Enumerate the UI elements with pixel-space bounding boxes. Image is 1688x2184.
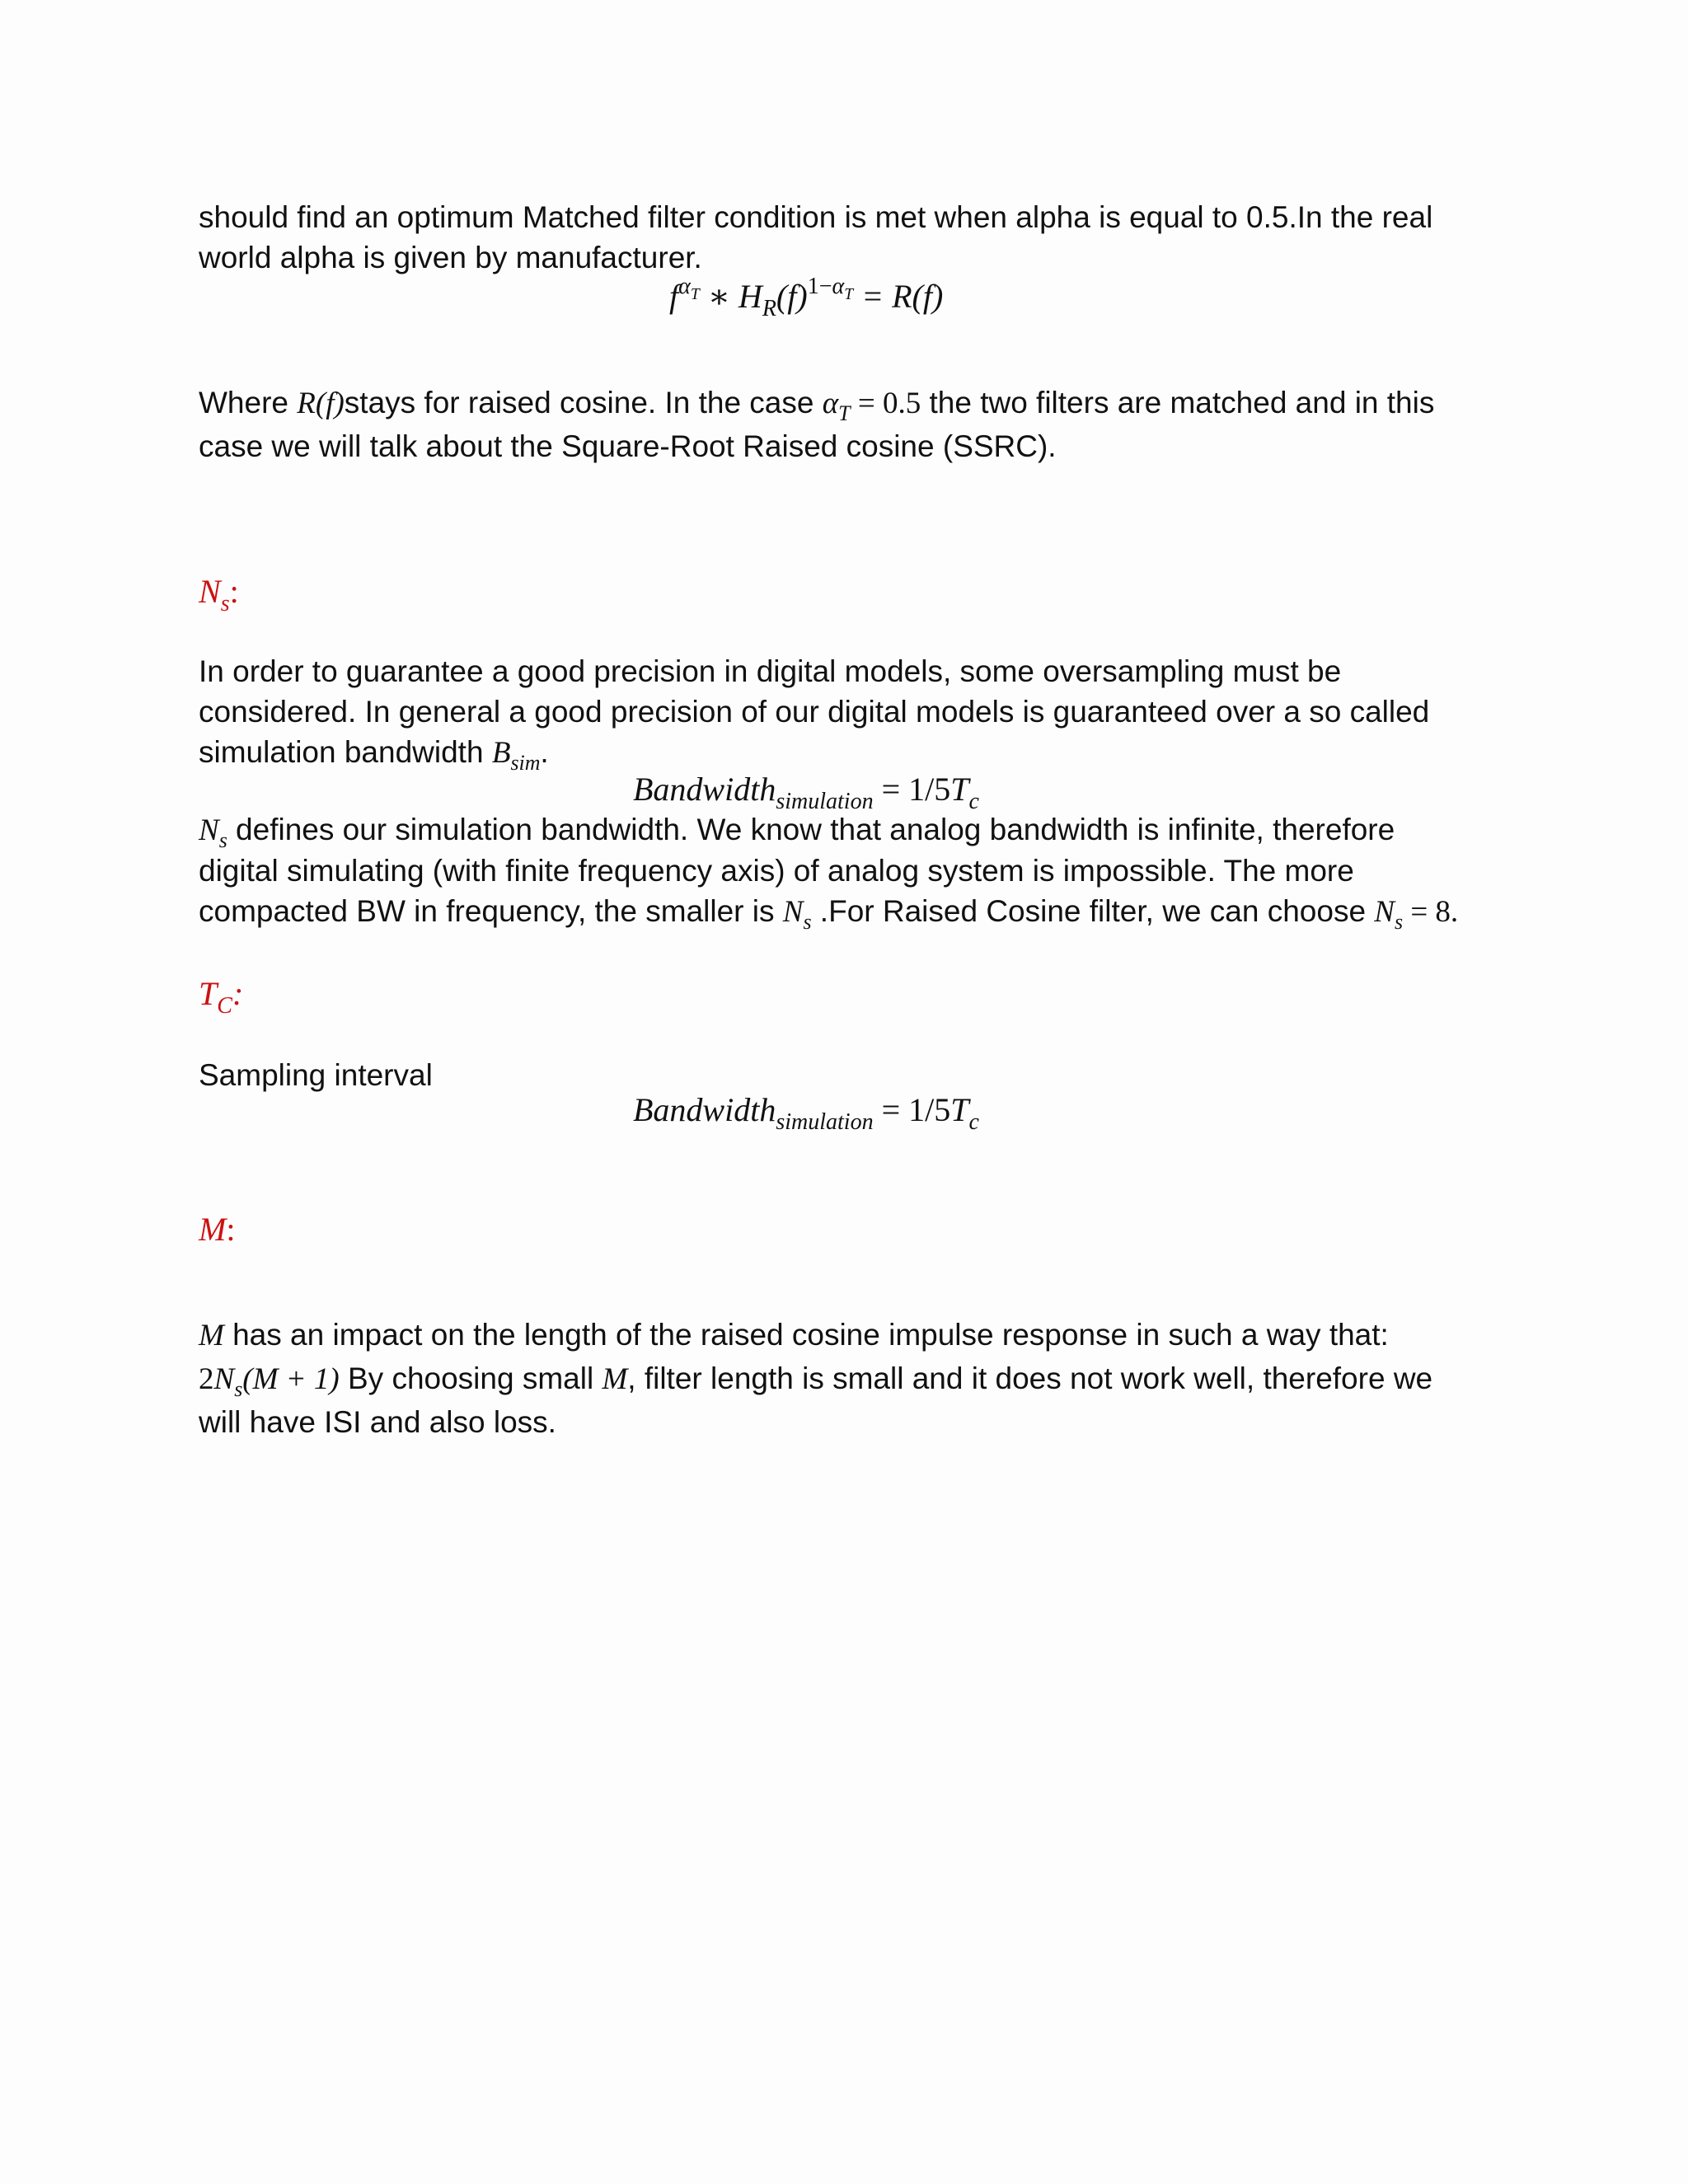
ns2-line-1 (199, 809, 1501, 851)
where-line-1 (199, 382, 1501, 425)
where-line-2: case we will talk about the Square-Root Raised cosine (SSRC). (199, 429, 1057, 463)
ns-B-sub: sim (510, 751, 541, 776)
ns2-line-3 (199, 891, 1501, 935)
ns2-N2: N (782, 895, 804, 929)
matched-filter-equation (669, 274, 944, 321)
bw1-T-sub: c (968, 788, 979, 814)
ns2-line-2: digital simulating (with finite frequency axis) of analog system is impossible. The more (199, 854, 1354, 888)
eq1-alpha: α (678, 274, 691, 300)
ns2-line-1-text: defines our simulation bandwidth. We know that analog bandwidth is infinite, therefore (227, 813, 1395, 846)
where-alpha: α (822, 387, 839, 420)
heading-m (199, 1210, 235, 1249)
ns-line-3-text: simulation bandwidth (199, 735, 492, 769)
bw1-rhs: = 1/5 (873, 771, 951, 808)
m-line-2-a: By choosing small (339, 1361, 603, 1395)
bw1-T: T (950, 771, 969, 808)
m-N: N (213, 1362, 235, 1396)
ns2-N2-sub: s (803, 910, 812, 935)
eq1-alpha-sub: T (690, 286, 700, 304)
eq1-exp-one: 1− (807, 274, 832, 300)
intro-line-2: world alpha is given by manufacturer. (199, 241, 702, 274)
ns2-line-3-c: = 8. (1403, 895, 1459, 929)
bw1-main: Bandwidth (633, 771, 776, 808)
m-M2: M (602, 1362, 628, 1396)
bw2-T-sub: c (968, 1108, 979, 1135)
m-line-2-b: , filter length is small and it does not work well, therefore we (627, 1361, 1433, 1395)
m-line-2 (199, 1357, 1501, 1401)
ns2-N-sub: s (218, 828, 227, 853)
eq1-exp-alpha-sub: T (844, 286, 854, 304)
ns2-N3: N (1374, 895, 1395, 929)
eq1-f: f (669, 278, 679, 315)
m-paragraph (199, 1314, 1501, 1444)
where-text-c: the two filters are matched and in this (921, 386, 1435, 419)
ns-line-3 (199, 732, 1501, 776)
m-N-sub: s (234, 1377, 243, 1402)
m-two: 2 (199, 1362, 214, 1396)
eq1-paren-f: (f) (776, 278, 808, 315)
bw2-T: T (950, 1091, 969, 1128)
eq1-H-sub: R (762, 295, 776, 321)
bandwidth-equation-1 (633, 770, 979, 814)
ns2-line-3-b: .For Raised Cosine filter, we can choose (811, 894, 1375, 928)
where-text-b: stays for raised cosine. In the case (344, 386, 823, 419)
ns-paragraph (199, 651, 1501, 776)
tc-line-1: Sampling interval (199, 1058, 433, 1092)
where-text-a: Where (199, 386, 298, 419)
eq1-star: ∗ (699, 278, 738, 315)
eq1-exp-alpha: α (832, 274, 845, 300)
bw2-main: Bandwidth (633, 1091, 776, 1128)
m-M: M (199, 1319, 224, 1352)
bw2-rhs: = 1/5 (873, 1091, 951, 1128)
where-paragraph (199, 382, 1501, 468)
ns2-N: N (199, 813, 219, 847)
heading-ns-sub: s (220, 590, 230, 616)
ns-line-2: considered. In general a good precision of our digital models is guaranteed over a so called (199, 695, 1430, 729)
bw1-sub: simulation (776, 788, 874, 814)
m-line-1-text: has an impact on the length of the raised cosine impulse response in such a way that: (223, 1318, 1389, 1352)
m-line-3: will have ISI and also loss. (199, 1405, 556, 1439)
where-alpha-sub: T (838, 401, 851, 426)
eq1-H: H (738, 278, 762, 315)
ns-paragraph-2 (199, 809, 1501, 935)
eq1-rhs: = R(f) (853, 278, 944, 315)
m-paren: (M + 1) (242, 1362, 340, 1396)
heading-m-M: M (199, 1211, 227, 1248)
tc-paragraph (199, 1055, 1501, 1095)
bw2-sub: simulation (776, 1108, 874, 1135)
heading-tc (199, 974, 244, 1019)
ns-dot: . (540, 735, 549, 769)
heading-m-colon: : (226, 1211, 236, 1248)
where-Rf: R(f) (297, 387, 345, 420)
intro-line-1: should find an optimum Matched filter condition is met when alpha is equal to 0.5.In the real (199, 200, 1433, 234)
heading-ns-colon: : (229, 573, 239, 610)
ns-B: B (491, 736, 511, 770)
ns-line-1: In order to guarantee a good precision in digital models, some oversampling must be (199, 654, 1342, 688)
heading-tc-T: T (199, 975, 218, 1012)
intro-paragraph (199, 197, 1501, 278)
heading-tc-sub: C (217, 992, 232, 1019)
bandwidth-equation-2 (633, 1090, 979, 1135)
heading-ns (199, 572, 239, 616)
m-line-1 (199, 1314, 1501, 1357)
heading-ns-N: N (199, 573, 221, 610)
heading-tc-colon: : (232, 975, 244, 1012)
ns2-line-3-a: compacted BW in frequency, the smaller is (199, 894, 783, 928)
where-value: = 0.5 (850, 387, 921, 420)
ns2-N3-sub: s (1394, 910, 1404, 935)
